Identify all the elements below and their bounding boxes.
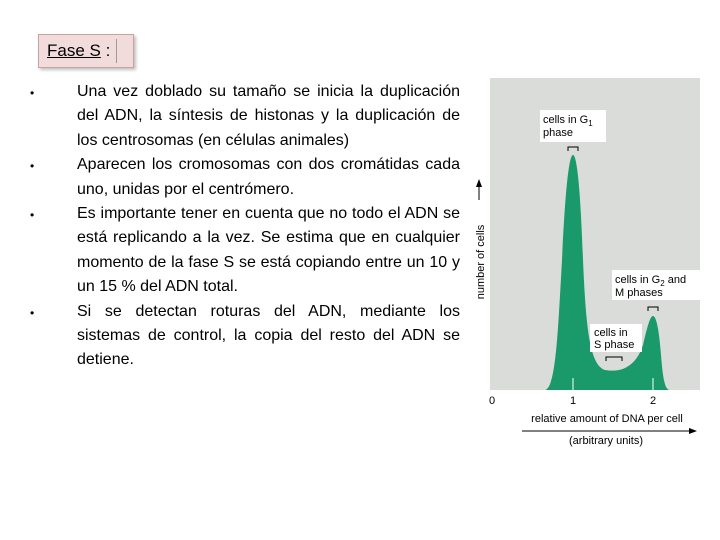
label-g2-line1 — [615, 274, 686, 288]
bullet-icon: • — [30, 86, 35, 100]
label-g2-tail: and — [664, 274, 687, 286]
label-s-line2: S phase — [594, 339, 635, 351]
label-g2-bracket — [648, 307, 658, 311]
label-g2-subscript: 2 — [660, 279, 665, 288]
label-s-bracket — [606, 357, 622, 361]
x-tick-label: 1 — [569, 395, 577, 407]
slide-title-suffix: : — [105, 41, 111, 60]
y-axis-label: number of cells — [475, 224, 487, 300]
bullet-icon: • — [30, 159, 35, 174]
label-g1-text: cells in G — [543, 114, 589, 126]
label-s-line1: cells in — [594, 327, 628, 339]
label-g1-line1 — [543, 114, 593, 128]
x-axis-label: relative amount of DNA per cell — [531, 413, 683, 425]
y-axis — [475, 179, 487, 299]
slide-title-main: Fase S — [47, 41, 101, 60]
label-g1-phase — [540, 110, 606, 151]
bullet-icon: • — [30, 305, 35, 320]
arrow-up-icon — [476, 179, 482, 187]
label-g1-bracket — [568, 147, 578, 151]
bullet-text: Una vez doblado su tamaño se inicia la duplicación del ADN, la síntesis de histonas y la duplicación de los centrosomas (en células animales) — [77, 83, 460, 149]
x-tick-label: 2 — [649, 395, 657, 407]
x-axis-units: (arbitrary units) — [569, 435, 643, 447]
label-g2-text: cells in G — [615, 274, 661, 286]
arrow-right-icon — [689, 428, 697, 434]
label-g1-subscript: 1 — [588, 119, 593, 128]
label-g2-line2: M phases — [615, 287, 663, 299]
bullet-text: Aparecen los cromosomas con dos cromátidas cada uno, unidas por el centrómero. — [77, 156, 460, 198]
label-g1-line2: phase — [543, 127, 573, 139]
label-g2-m-phases — [612, 270, 702, 311]
x-tick-label: 0 — [488, 395, 496, 407]
bullet-text: Es importante tener en cuenta que no todo el ADN se está replicando a la vez. Se estima que en cualquier momento de la fase S se está copiando entre un 10 y un 15 % del ADN total. — [77, 205, 460, 296]
bullet-text: Si se detectan roturas del ADN, mediante los sistemas de control, la copia del resto del ADN se detiene. — [77, 302, 460, 369]
label-s-phase — [590, 324, 642, 361]
bullet-icon: • — [30, 208, 35, 223]
